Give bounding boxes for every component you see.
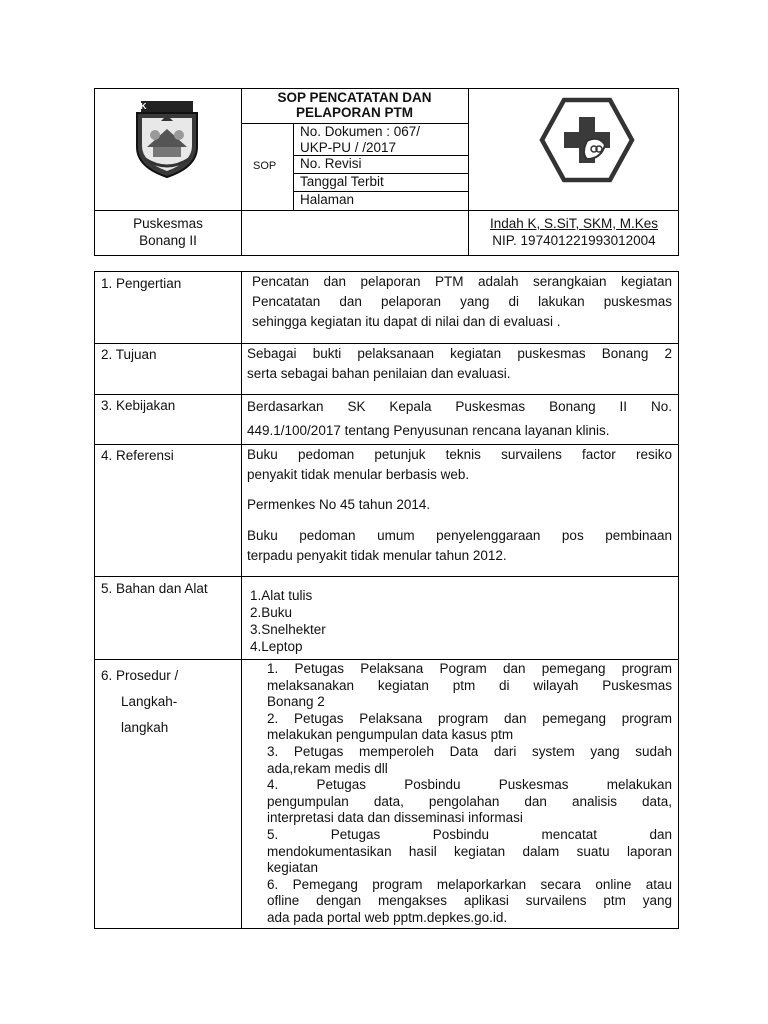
text-line: Buku pedoman umum penyelenggaraan pos pembinaan (247, 528, 672, 543)
step-line: melaksanakan kegiatan ptm di wilayah Puskesmas (267, 677, 672, 693)
sop-content-table (94, 271, 679, 929)
text-line: Permenkes No 45 tahun 2014. (247, 497, 431, 512)
text-line: 449.1/100/2017 tentang Penyusunan rencana layanan klinis. (247, 423, 610, 438)
step-line: interpretasi data dan disseminasi informasi (267, 810, 523, 826)
list-item: 1.Alat tulis (250, 588, 313, 603)
list-item: 4.Leptop (250, 639, 303, 654)
text-line: Buku pedoman petunjuk teknis survailens factor resiko (247, 447, 672, 462)
signer-block (468, 215, 680, 249)
text-line: Sebagai bukti pelaksanaan kegiatan puskesmas Bonang 2 (247, 346, 672, 361)
section-label-prosedur (101, 663, 178, 741)
demak-logo-icon (131, 99, 203, 179)
doc-number-line: No. Dokumen : 067/ (300, 124, 421, 139)
logo-text: DEMAK (115, 101, 147, 111)
org-line: Puskesmas (133, 216, 203, 231)
header-divider (293, 123, 294, 210)
revision-label: No. Revisi (300, 156, 362, 171)
issue-date-label: Tanggal Terbit (300, 174, 384, 189)
text-line: Berdasarkan SK Kepala Puskesmas Bonang II No. (247, 399, 672, 414)
section-text-kebijakan (247, 395, 672, 443)
section-label-tujuan: 2. Tujuan (101, 347, 157, 362)
row-divider (95, 659, 678, 660)
text-line: serta sebagai bahan penilaian dan evaluasi. (247, 366, 511, 381)
label-line: Langkah- (121, 694, 178, 709)
step-line: 3. Petugas memperoleh Data dari system yang sudah (267, 743, 672, 759)
section-label-referensi: 4. Referensi (101, 448, 174, 463)
list-item: 2.Buku (250, 605, 293, 620)
step-line: ofline dengan mengakses aplikasi survailens ptm yang (267, 893, 672, 909)
page-label: Halaman (300, 192, 355, 207)
doc-number-label (300, 124, 420, 156)
step-line: 2. Petugas Pelaksana program dan pemegang program (267, 710, 672, 726)
health-ministry-logo-icon (539, 97, 635, 183)
section-text-tujuan (247, 344, 672, 384)
text-line: terpadu penyakit tidak menular tahun 2012. (247, 548, 507, 563)
step-line: melakukan pengumpulan data kasus ptm (267, 727, 514, 743)
signer-nip: NIP. 197401221993012004 (492, 233, 656, 248)
step-line: mendokumentasikan hasil kegiatan dalam suatu laporan (267, 843, 672, 859)
title-line: SOP PENCATATAN DAN (277, 90, 432, 105)
sop-label: SOP (253, 160, 277, 172)
step-line: 4. Petugas Posbindu Puskesmas melakukan (267, 777, 672, 793)
sop-header-table (94, 88, 679, 256)
step-line: 1. Petugas Pelaksana Pogram dan pemegang program (267, 661, 672, 676)
section-list-bahan (250, 587, 326, 655)
org-line: Bonang II (139, 233, 197, 248)
text-line: sehingga kegiatan itu dapat di nilai dan di evaluasi . (252, 314, 561, 329)
section-label-pengertian: 1. Pengertian (101, 276, 182, 291)
section-text-pengertian (252, 272, 672, 332)
column-divider (241, 272, 242, 928)
label-line: 6. Prosedur / (101, 668, 179, 683)
step-line: pengumpulan data, pengolahan dan analisis data, (267, 793, 672, 809)
section-steps-prosedur (267, 661, 672, 927)
doc-number-line: UKP-PU / /2017 (300, 140, 397, 155)
list-item: 3.Snelhekter (250, 622, 326, 637)
step-line: kegiatan (267, 860, 319, 876)
step-line: 5. Petugas Posbindu mencatat dan (267, 826, 672, 842)
step-line: Bonang 2 (267, 694, 325, 710)
organization-name (95, 215, 241, 249)
section-label-bahan: 5. Bahan dan Alat (101, 581, 208, 596)
step-line: 6. Pemegang program melaporkarkan secara online atau (267, 876, 672, 892)
step-line: ada pada portal web pptm.depkes.go.id. (267, 909, 508, 925)
header-divider (95, 210, 678, 211)
text-line: Pencatan dan pelaporan PTM adalah serangkaian kegiatan (252, 274, 672, 289)
text-line: penyakit tidak menular berbasis web. (247, 467, 470, 482)
document-title (241, 90, 468, 120)
text-line: Pencatatan dan pelaporan yang di lakukan puskesmas (252, 294, 672, 309)
section-label-kebijakan: 3. Kebijakan (101, 398, 176, 413)
signer-name: Indah K, S.SiT, SKM, M.Kes (489, 216, 659, 231)
row-divider (95, 576, 678, 577)
label-line: langkah (121, 720, 169, 735)
title-line: PELAPORAN PTM (295, 105, 413, 120)
step-line: ada,rekam medis dll (267, 760, 388, 776)
section-text-referensi (247, 445, 672, 566)
